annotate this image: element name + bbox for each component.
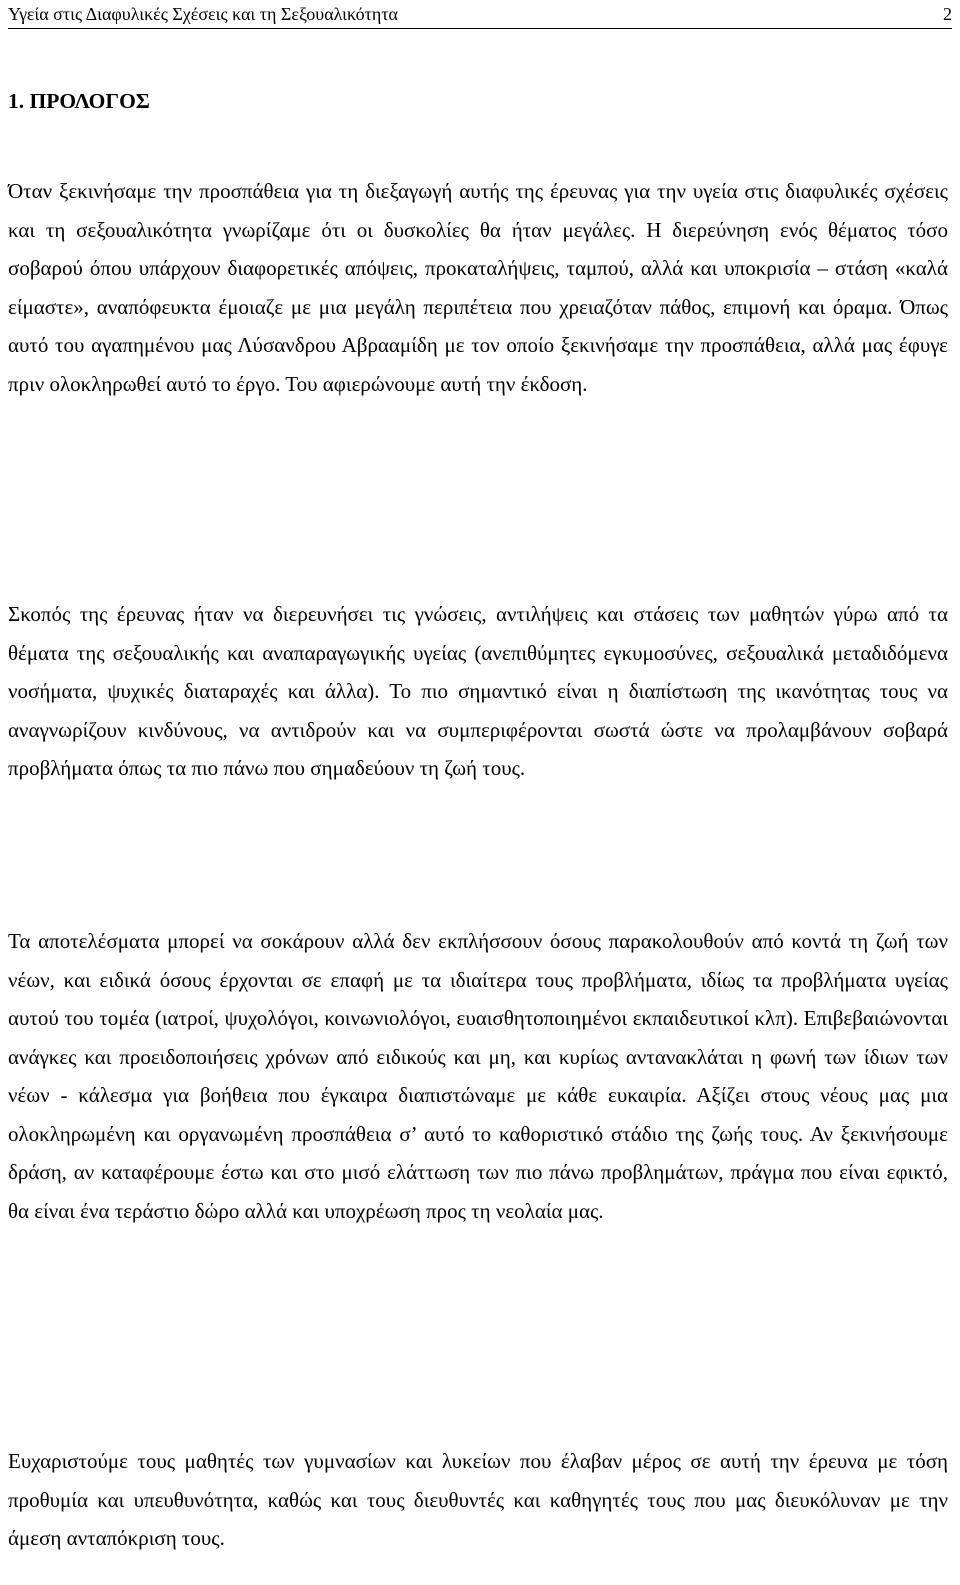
section-heading: 1. ΠΡΟΛΟΓΟΣ xyxy=(8,89,150,113)
running-header-title: Υγεία στις Διαφυλικές Σχέσεις και τη Σεξουαλικότητα xyxy=(8,4,398,24)
paragraph-results: Τα αποτελέσματα μπορεί να σοκάρουν αλλά δεν εκπλήσσουν όσους παρακολουθούν από κοντά τη ζωή των νέων, και ειδικά όσους έρχονται σε επαφή με τα ιδιαίτερα τους προβλήματα, ιδίως τα προβλήματα υγείας αυτού του τομέα (ιατροί, ψυχολόγοι, κοινωνιολόγοι, ευαισθητοποιημένοι εκπαιδευτικοί κλπ). Επιβεβαιώνονται ανάγκες και προειδοποιήσεις χρόνων από ειδικούς και μη, και κυρίως αντανακλάται η φωνή των ίδιων των νέων - κάλεσμα για βοήθεια που έγκαιρα διαπιστώναμε με κάθε ευκαιρία. Αξίζει στους νέους μας μια ολοκληρωμένη και οργανωμένη προσπάθεια σ’ αυτό το καθοριστικό στάδιο της ζωής τους. Αν ξεκινήσουμε δράση, αν καταφέρουμε έστω και στο μισό ελάττωση των πιο πάνω προβλημάτων, πράγμα που είναι εφικτό, θα είναι ένα τεράστιο δώρο αλλά και υποχρέωση προς τη νεολαία μας. xyxy=(8,929,948,1223)
paragraph-intro: Όταν ξεκινήσαμε την προσπάθεια για τη διεξαγωγή αυτής της έρευνας για την υγεία στις διαφυλικές σχέσεις και τη σεξουαλικότητα γνωρίζαμε ότι οι δυσκολίες θα ήταν μεγάλες. Η διερεύνηση ενός θέματος τόσο σοβαρού όπου υπάρχουν διαφορετικές απόψεις, προκαταλήψεις, ταμπού, αλλά και υποκρισία – στάση «καλά είμαστε», αναπόφευκτα έμοιαζε με μια μεγάλη περιπέτεια που χρειαζόταν πάθος, επιμονή και όραμα. Όπως αυτό του αγαπημένου μας Λύσανδρου Αβρααμίδη με τον οποίο ξεκινήσαμε την προσπάθεια, αλλά μας έφυγε πριν ολοκληρωθεί αυτό το έργο. Του αφιερώνουμε αυτή την έκδοση. xyxy=(8,179,948,396)
paragraph-purpose: Σκοπός της έρευνας ήταν να διερευνήσει τις γνώσεις, αντιλήψεις και στάσεις των μαθητών γύρω από τα θέματα της σεξουαλικής και αναπαραγωγικής υγείας (ανεπιθύμητες εγκυμοσύνες, σεξουαλικά μεταδιδόμενα νοσήματα, ψυχικές διαταραχές και άλλα). Το πιο σημαντικό είναι η διαπίστωση της ικανότητας τους να αναγνωρίζουν κινδύνους, να αντιδρούν και να συμπεριφέρονται σωστά ώστε να προλαμβάνουν σοβαρά προβλήματα όπως τα πιο πάνω που σημαδεύουν τη ζωή τους. xyxy=(8,602,948,780)
page-number: 2 xyxy=(943,4,952,24)
running-header xyxy=(8,2,952,29)
paragraph-thanks: Ευχαριστούμε τους μαθητές των γυμνασίων και λυκείων που έλαβαν μέρος σε αυτή την έρευνα με τόση προθυμία και υπευθυνότητα, καθώς και τους διευθυντές και καθηγητές τους που μας διευκόλυναν με την άμεση ανταπόκριση τους. xyxy=(8,1449,948,1550)
